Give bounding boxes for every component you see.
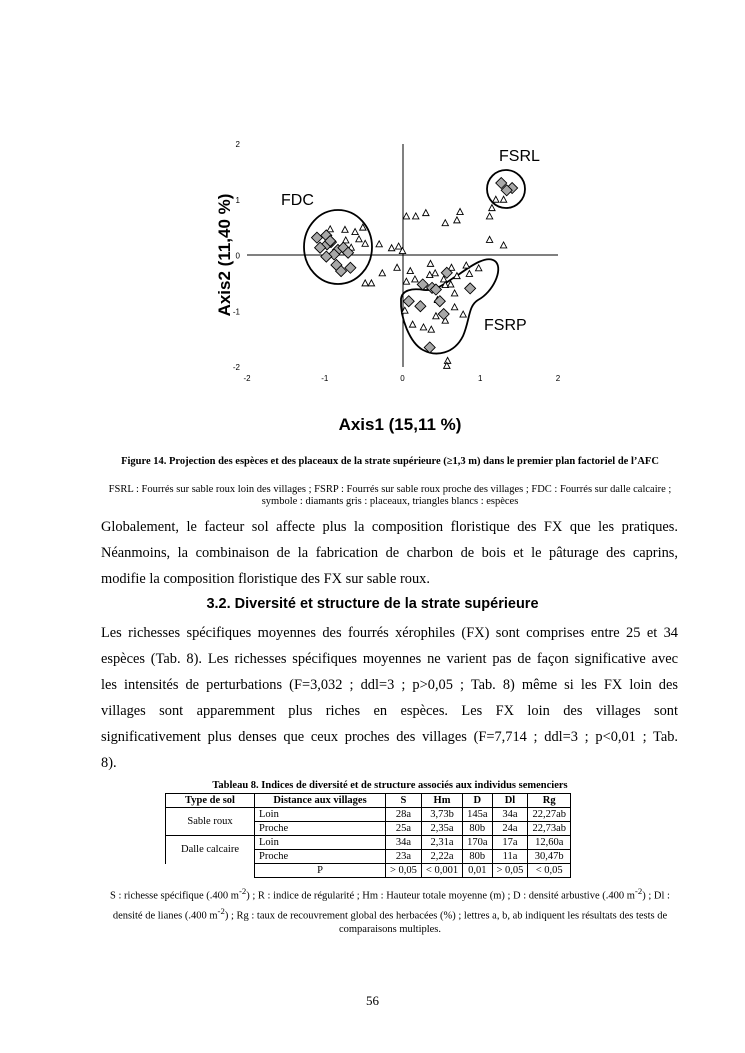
x-axis-title: Axis1 (15,11 %) [338, 415, 462, 434]
species-point-triangle [403, 213, 409, 219]
table-cell: > 0,05 [492, 864, 528, 878]
group-label-fdc: FDC [281, 192, 314, 209]
table-footnote [100, 884, 680, 937]
y-tick-label: 2 [235, 140, 240, 149]
table-header: Rg [528, 794, 571, 808]
table-row [166, 808, 571, 822]
paragraph-line: significativement plus denses que ceux proches des villages (F=7,714 ; ddl=3 ; p<0,01 ; Tab. [101, 729, 678, 745]
species-point-triangle [427, 272, 433, 278]
species-point-triangle [486, 213, 492, 219]
table-cell: 145a [463, 808, 492, 822]
species-point-triangle [362, 240, 368, 246]
soil-type-cell: Dalle calcaire [166, 836, 255, 864]
plot-point-diamond [438, 309, 449, 320]
species-point-triangle [457, 209, 463, 215]
paragraph-line: modifie la composition floristique des FX sur sable roux. [101, 571, 430, 587]
y-tick-labels [233, 140, 241, 372]
table-header-row [166, 794, 571, 808]
table-p-row [166, 864, 571, 878]
table-cell: 34a [492, 808, 528, 822]
species-point-triangle [442, 220, 448, 226]
table-cell: 2,35a [421, 822, 462, 836]
y-tick-label: -2 [232, 363, 240, 372]
empty-cell [166, 864, 255, 878]
species-point-triangle [444, 357, 450, 363]
species-point-triangle [463, 262, 469, 268]
paragraph-line: villages sont apparemment plus riches en espèces. Les FX loin des villages sont [101, 703, 678, 719]
y-tick-label: -1 [232, 307, 240, 317]
table-cell: 11a [492, 850, 528, 864]
plot-point-diamond [311, 232, 322, 243]
footnote-sup: -2 [634, 886, 643, 896]
table-cell: 0,01 [463, 864, 492, 878]
species-point-triangle [362, 280, 368, 286]
paragraph-diversite [101, 620, 678, 776]
species-point-triangle [427, 260, 433, 266]
figure-caption-title: Figure 14. Projection des espèces et des placeaux de la strate supérieure (≥1,3 m) dans le premier plan factoriel de l’AFC [121, 456, 659, 467]
page-number: 56 [366, 993, 379, 1008]
species-point-triangle [486, 236, 492, 242]
species-point-triangle [376, 241, 382, 247]
table-header: S [386, 794, 422, 808]
paragraph-line: espèces (Tab. 8). Les richesses spécifiques moyennes ne varient pas de façon significative avec [101, 651, 678, 667]
paragraph-sol [101, 514, 678, 592]
x-tick-label: 1 [478, 374, 483, 383]
footnote-text: ) ; Rg : taux de recouvrement global des herbacées (%) ; lettres a, b, ab indiquent les résultats des tests de comparaisons multiples. [224, 910, 668, 935]
afc-scatter-chart [0, 0, 745, 450]
species-point-triangle [395, 243, 401, 249]
species-point-triangle [500, 242, 506, 248]
table-cell: 25a [386, 822, 422, 836]
table-header: D [463, 794, 492, 808]
soil-type-cell: Sable roux [166, 808, 255, 836]
species-point-triangle [493, 196, 499, 202]
x-tick-label: -1 [321, 374, 329, 383]
species-point-triangle [451, 304, 457, 310]
plot-point-diamond [434, 296, 445, 307]
x-tick-label: 2 [555, 374, 561, 383]
distance-cell: Proche [255, 822, 386, 836]
diversity-table [165, 793, 571, 878]
footnote-sup: -2 [238, 886, 247, 896]
figure-caption-legend: FSRL : Fourrés sur sable roux loin des villages ; FSRP : Fourrés sur sable roux proche des villages ; FDC : Fourrés sur dalle calcaire ; symbole : diamants gris : placeaux, triangles blancs : espèces [108, 484, 672, 507]
table-header: Type de sol [166, 794, 255, 808]
species-point-triangle [412, 276, 418, 282]
table-cell: 2,31a [421, 836, 462, 850]
footnote-text: ) ; Dl : densité de lianes (.400 m [112, 890, 670, 921]
distance-cell: Loin [255, 808, 386, 822]
table-header: Distance aux villages [255, 794, 386, 808]
species-point-triangle [475, 265, 481, 271]
table-cell: 17a [492, 836, 528, 850]
table-cell: 23a [386, 850, 422, 864]
y-axis-title: Axis2 (11,40 %) [215, 193, 234, 317]
x-tick-label: 0 [400, 374, 405, 383]
species-point-triangle [388, 245, 394, 251]
plot-point-diamond [415, 301, 426, 312]
table-row [166, 836, 571, 850]
table-caption: Tableau 8. Indices de diversité et de structure associés aux individus semenciers [212, 780, 568, 791]
species-point-triangle [466, 270, 472, 276]
table-header: Hm [421, 794, 462, 808]
footnote-text: S : richesse spécifique (.400 m [110, 890, 239, 902]
section-heading: 3.2. Diversité et structure de la strate supérieure [206, 596, 539, 612]
distance-cell: Loin [255, 836, 386, 850]
species-point-triangle [352, 229, 358, 235]
table-cell: 34a [386, 836, 422, 850]
species-point-triangle [407, 268, 413, 274]
species-point-triangle [423, 210, 429, 216]
distance-cell: Proche [255, 850, 386, 864]
table-header: Dl [492, 794, 528, 808]
x-tick-label: -2 [243, 374, 251, 383]
species-point-triangle [420, 324, 426, 330]
table-cell: 22,27ab [528, 808, 571, 822]
p-label-cell: P [255, 864, 386, 878]
paragraph-line: 8). [101, 755, 117, 771]
table-cell: < 0,001 [421, 864, 462, 878]
species-point-triangle [460, 311, 466, 317]
species-point-triangle [403, 278, 409, 284]
species-point-triangle [342, 226, 348, 232]
group-label-fsrp: FSRP [484, 317, 527, 334]
footnote-sup: -2 [217, 905, 225, 916]
species-point-triangle [356, 236, 362, 242]
table-cell: 22,73ab [528, 822, 571, 836]
table-cell: 80b [463, 822, 492, 836]
species-point-triangle [368, 280, 374, 286]
plot-point-diamond [403, 296, 414, 307]
table-cell: < 0,05 [528, 864, 571, 878]
paragraph-line: Globalement, le facteur sol affecte plus la composition floristique des FX que les pratiques. [101, 519, 678, 535]
table-cell: 80b [463, 850, 492, 864]
table-cell: 2,22a [421, 850, 462, 864]
species-point-triangle [327, 226, 333, 232]
species-point-triangle [451, 290, 457, 296]
table-cell: > 0,05 [386, 864, 422, 878]
table-cell: 30,47b [528, 850, 571, 864]
plot-point-diamond [465, 283, 476, 294]
table-cell: 170a [463, 836, 492, 850]
species-point-triangle [428, 326, 434, 332]
species-point-triangle [409, 321, 415, 327]
table-cell: 28a [386, 808, 422, 822]
species-point-triangle [413, 213, 419, 219]
species-point-triangle [394, 264, 400, 270]
species-point-triangle [454, 217, 460, 223]
table-cell: 3,73b [421, 808, 462, 822]
paragraph-line: Les richesses spécifiques moyennes des fourrés xérophiles (FX) sont comprises entre 25 et 34 [101, 625, 678, 641]
species-point-triangle [432, 270, 438, 276]
species-points [327, 196, 507, 368]
y-tick-label: 1 [235, 195, 240, 205]
paragraph-line: Néanmoins, la combinaison de la fabrication de charbon de bois et le pâturage des caprins, [101, 545, 678, 561]
species-point-triangle [489, 205, 495, 211]
table-cell: 24a [492, 822, 528, 836]
table-cell: 12,60a [528, 836, 571, 850]
group-label-fsrl: FSRL [499, 148, 540, 165]
footnote-text: ) ; R : indice de régularité ; Hm : Hauteur totale moyenne (m) ; D : densité arbustive (.400 m [246, 890, 635, 902]
species-point-triangle [379, 270, 385, 276]
species-point-triangle [500, 196, 506, 202]
y-tick-label: 0 [235, 251, 240, 261]
x-tick-labels [243, 374, 560, 383]
paragraph-line: les intensités de perturbations (F=3,032 ; ddl=3 ; p>0,05 ; Tab. 8) même si les FX loin des [101, 677, 678, 693]
